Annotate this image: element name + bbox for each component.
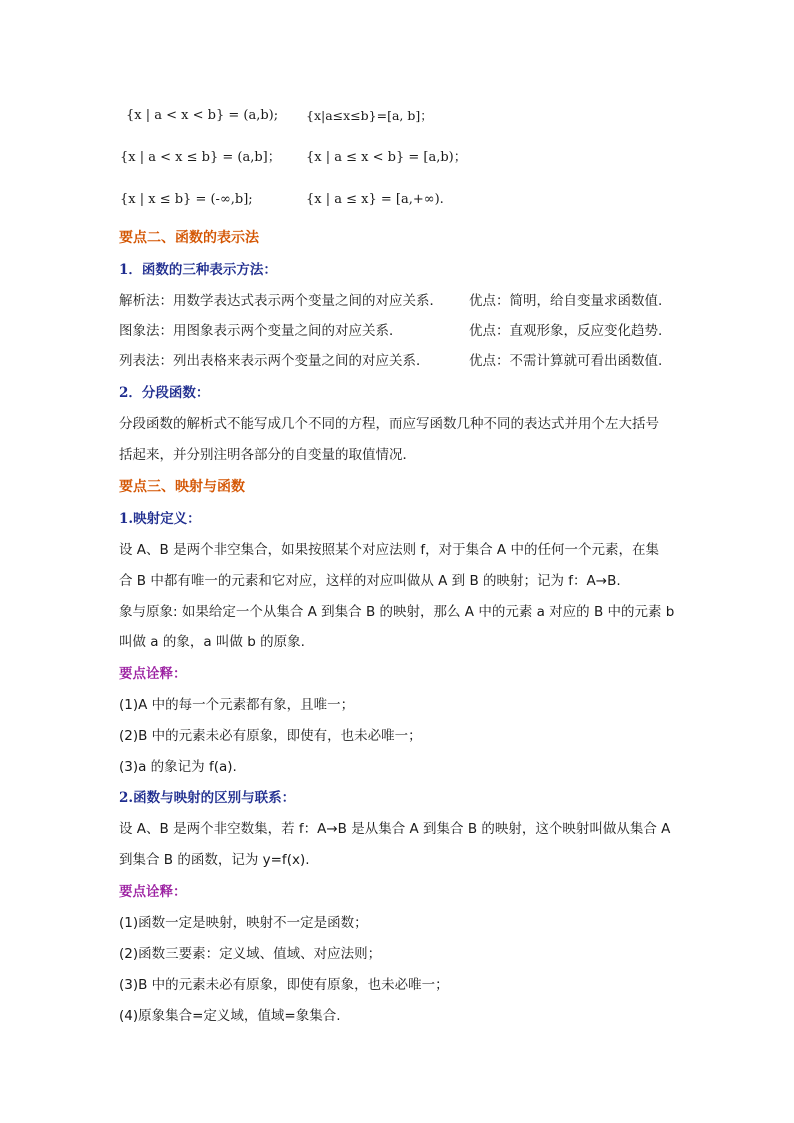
note-heading-2: 要点诠释：: [119, 884, 187, 900]
interval-left-open: {x | a < x ≤ b} = (a,b]；: [120, 150, 281, 165]
subheading-piecewise: 2．分段函数：: [119, 385, 210, 401]
section-heading-mapping: 要点三、映射与函数: [119, 479, 245, 495]
interval-right-open: {x | a ≤ x < b} = [a,b)；: [306, 150, 467, 165]
method-table: 列表法：列出表格来表示两个变量之间的对应关系．: [119, 353, 430, 369]
subheading-three-methods: 1．函数的三种表示方法：: [119, 262, 277, 278]
image-preimage-line-1: 象与原象: 如果给定一个从集合 A 到集合 B 的映射，那么 A 中的元素 a 对应的 B 中的元素 b: [119, 604, 675, 620]
interval-neg-infinity: {x | x ≤ b} = (-∞,b];: [120, 192, 253, 207]
note-heading-1: 要点诠释：: [119, 666, 187, 682]
subheading-function-vs-mapping: 2.函数与映射的区别与联系：: [119, 790, 296, 806]
mapping-def-line-2: 合 B 中都有唯一的元素和它对应，这样的对应叫做从 A 到 B 的映射；记为 f：A→B.: [119, 573, 621, 589]
note2-item-3: (3)B 中的元素未必有原象，即使有原象，也未必唯一；: [119, 977, 449, 993]
note1-item-2: (2)B 中的元素未必有原象，即使有，也未必唯一；: [119, 728, 422, 744]
note2-item-4: (4)原象集合=定义域，值域=象集合.: [119, 1008, 341, 1024]
method-graph-advantage: 优点：直观形象，反应变化趋势.: [469, 323, 663, 339]
piecewise-text-line-1: 分段函数的解析式不能写成几个不同的方程，而应写函数几种不同的表达式并用个左大括号: [119, 416, 659, 432]
method-analytic-advantage: 优点：简明，给自变量求函数值.: [469, 293, 663, 309]
interval-open: {x | a < x < b} = (a,b);: [126, 108, 279, 123]
note1-item-1: (1)A 中的每一个元素都有象，且唯一；: [119, 697, 355, 713]
section-heading-representation: 要点二、函数的表示法: [119, 230, 259, 246]
note2-item-2: (2)函数三要素：定义域、值域、对应法则；: [119, 946, 382, 962]
mapping-def-line-1: 设 A、B 是两个非空集合，如果按照某个对应法则 f，对于集合 A 中的任何一个元素，在集: [119, 542, 659, 558]
function-mapping-line-2: 到集合 B 的函数，记为 y=f(x).: [119, 852, 310, 868]
image-preimage-line-2: 叫做 a 的象，a 叫做 b 的原象.: [119, 634, 305, 650]
note2-item-1: (1)函数一定是映射，映射不一定是函数；: [119, 915, 368, 931]
interval-closed: {x|a≤x≤b}=[a, b]；: [306, 108, 433, 123]
function-mapping-line-1: 设 A、B 是两个非空数集，若 f：A→B 是从集合 A 到集合 B 的映射，这个映射叫做从集合 A: [119, 821, 671, 837]
subheading-mapping-definition: 1.映射定义：: [119, 511, 201, 527]
piecewise-text-line-2: 括起来，并分别注明各部分的自变量的取值情况．: [119, 447, 416, 463]
note1-item-3: (3)a 的象记为 f(a).: [119, 759, 237, 775]
method-graph: 图象法：用图象表示两个变量之间的对应关系．: [119, 323, 403, 339]
interval-pos-infinity: {x | a ≤ x} = [a,+∞).: [306, 192, 444, 207]
method-analytic: 解析法：用数学表达式表示两个变量之间的对应关系．: [119, 293, 443, 309]
method-table-advantage: 优点：不需计算就可看出函数值.: [469, 353, 663, 369]
